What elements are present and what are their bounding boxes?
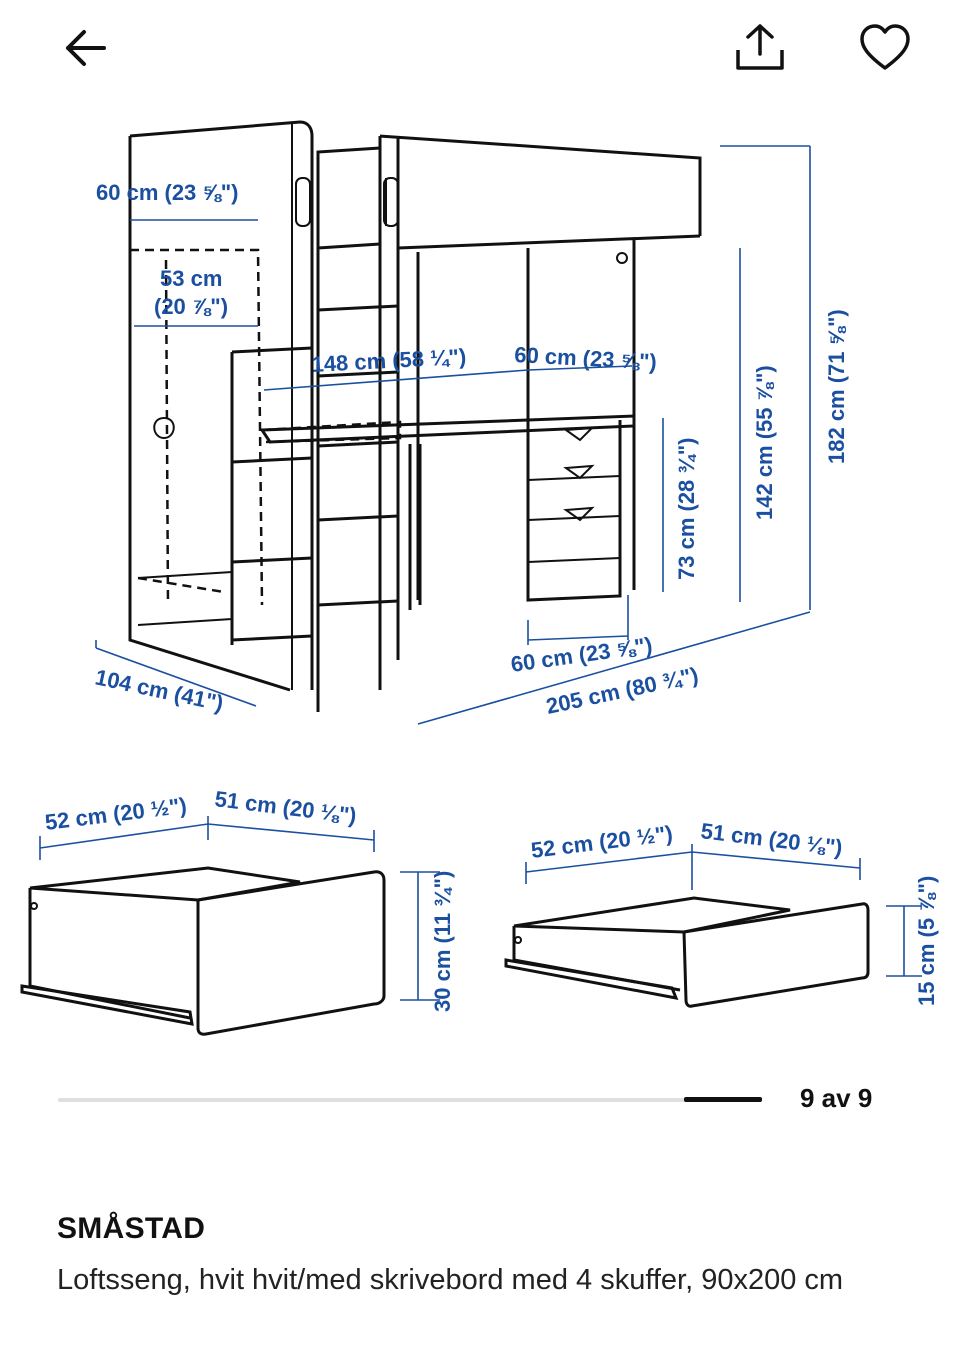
dim-desk-depth-bottom: 60 cm (23 ⅝") bbox=[509, 632, 654, 677]
large-drawer-labels bbox=[44, 786, 455, 1012]
back-button[interactable] bbox=[58, 24, 114, 72]
dim-small-drawer-width: 52 cm (20 ½") bbox=[529, 820, 675, 863]
small-drawer-drawing bbox=[506, 844, 922, 1006]
favorite-button[interactable] bbox=[856, 22, 914, 74]
scrollbar-thumb[interactable] bbox=[684, 1097, 762, 1102]
bed-dimension-labels bbox=[93, 180, 849, 719]
dim-under-bed-height: 142 cm (55 ⅞") bbox=[752, 365, 777, 520]
large-drawer-drawing bbox=[22, 816, 440, 1034]
product-name: SMÅSTAD bbox=[57, 1212, 206, 1245]
dim-large-drawer-height: 30 cm (11 ¾") bbox=[430, 870, 455, 1012]
dim-wardrobe-inner-2: (20 ⅞") bbox=[154, 294, 229, 319]
image-carousel-scrollbar[interactable] bbox=[58, 1097, 762, 1103]
dim-wardrobe-inner-1: 53 cm bbox=[160, 266, 223, 291]
dim-desk-length: 148 cm (58 ¼") bbox=[310, 343, 467, 377]
dim-desk-height: 73 cm (28 ¾") bbox=[674, 437, 699, 580]
share-icon bbox=[730, 22, 790, 74]
heart-icon bbox=[856, 22, 914, 74]
dim-small-drawer-height: 15 cm (5 ⅞") bbox=[914, 875, 939, 1006]
dim-bed-end-width: 60 cm (23 ⅝") bbox=[96, 180, 239, 205]
top-bar bbox=[0, 0, 960, 100]
scrollbar-track bbox=[58, 1098, 762, 1102]
dim-large-drawer-depth: 51 cm (20 ⅛") bbox=[213, 786, 358, 829]
product-description: Loftsseng, hvit hvit/med skrivebord med 4 skuffer, 90x200 cm bbox=[57, 1264, 844, 1296]
image-counter: 9 av 9 bbox=[800, 1083, 873, 1113]
arrow-left-icon bbox=[58, 24, 114, 72]
dim-desk-depth-top: 60 cm (23 ⅝") bbox=[513, 342, 658, 375]
loft-bed-drawing bbox=[130, 122, 700, 712]
small-drawer-labels bbox=[530, 818, 939, 1006]
dim-large-drawer-width: 52 cm (20 ½") bbox=[43, 792, 189, 835]
share-button[interactable] bbox=[730, 22, 790, 74]
dim-total-depth: 104 cm (41") bbox=[92, 664, 226, 716]
product-dimension-image[interactable] bbox=[0, 100, 960, 1060]
dim-total-length: 205 cm (80 ¾") bbox=[543, 662, 701, 719]
dim-total-height: 182 cm (71 ⅝") bbox=[824, 309, 849, 464]
dim-small-drawer-depth: 51 cm (20 ⅛") bbox=[699, 818, 844, 861]
